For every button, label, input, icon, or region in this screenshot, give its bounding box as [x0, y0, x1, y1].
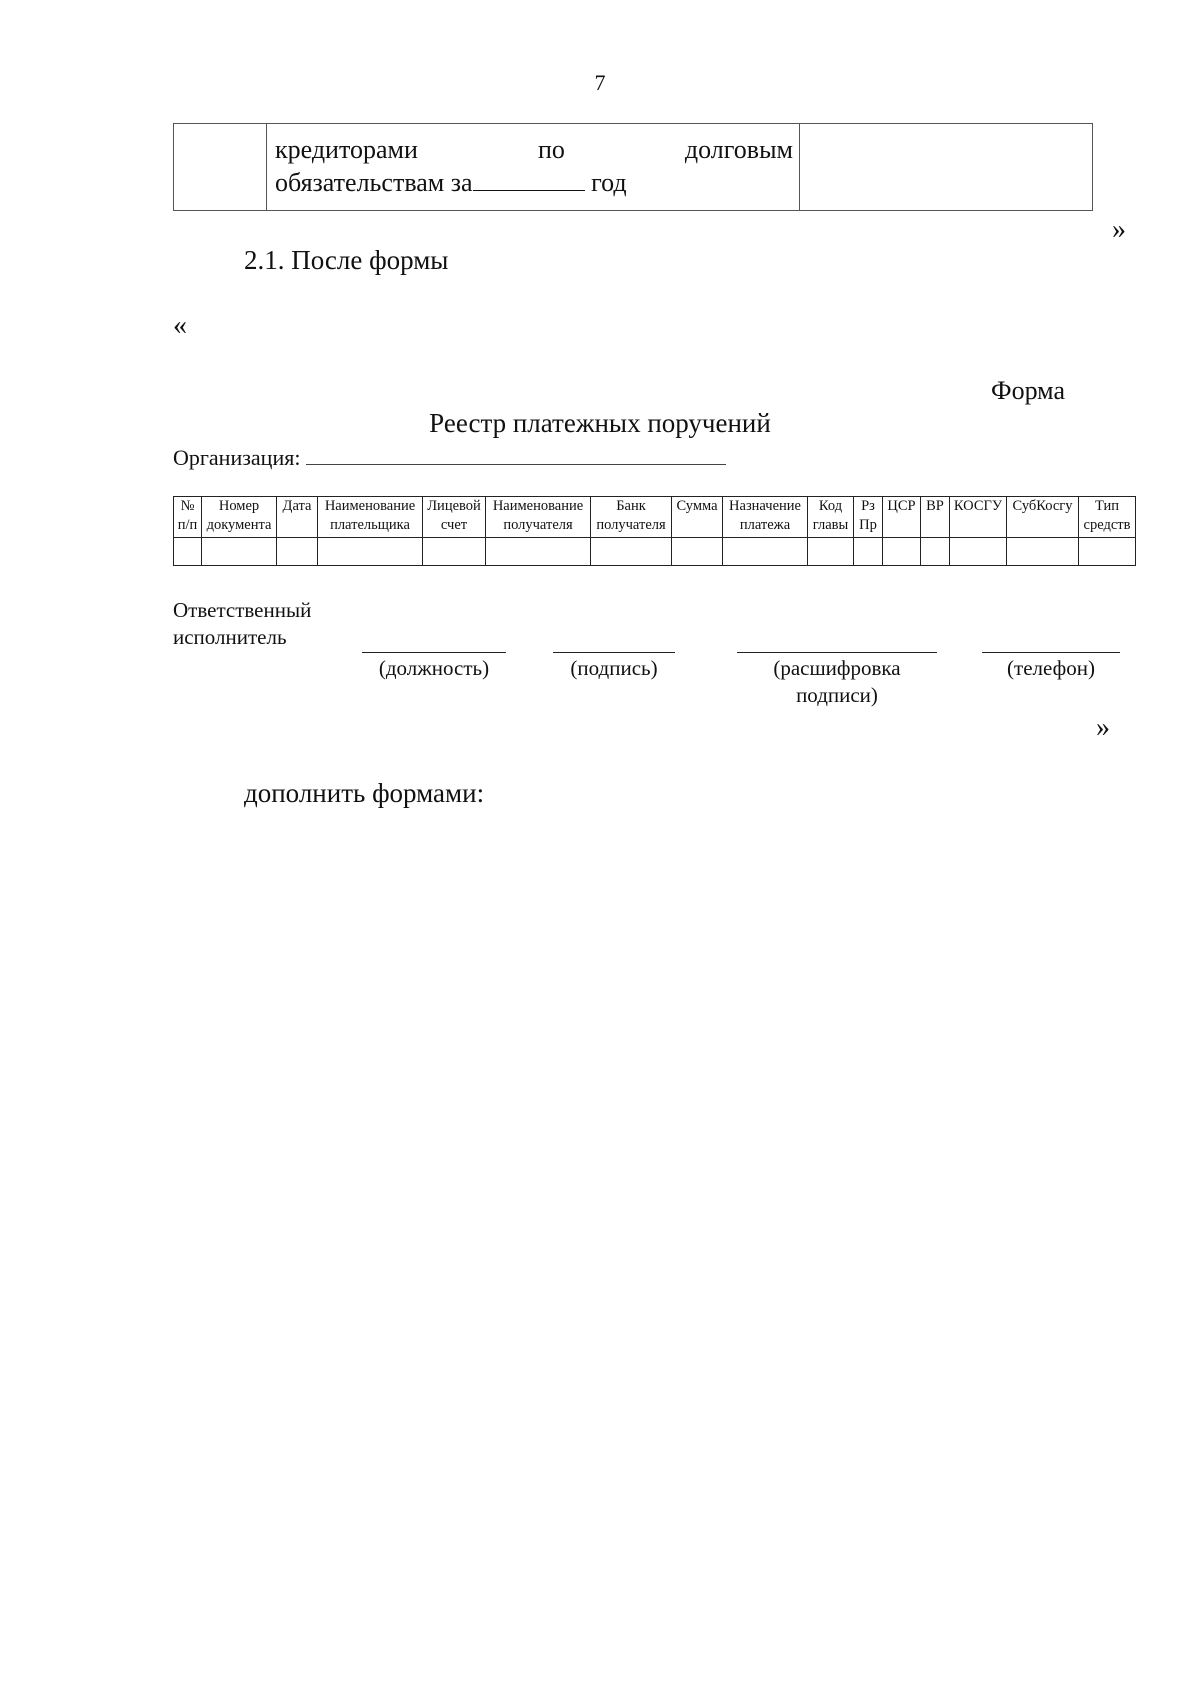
opening-quote: «: [173, 310, 187, 341]
page-number: 7: [594, 70, 606, 95]
col-date: Дата: [277, 497, 318, 538]
continuation-cell-text: [267, 124, 800, 211]
continuation-cell-empty: [174, 124, 267, 211]
phone-line: [982, 652, 1120, 653]
continuation-line-2: [275, 166, 793, 199]
word-po: по: [537, 135, 565, 164]
organization-blank: [306, 442, 726, 465]
phone-caption: (телефон): [1007, 656, 1095, 680]
table-cell: [883, 538, 921, 566]
signature-caption: (подпись): [570, 656, 658, 680]
table-cell: [1079, 538, 1136, 566]
table-cell: [672, 538, 723, 566]
col-recipient: Наименование получателя: [486, 497, 591, 538]
obligations-text: обязательствам за: [275, 168, 473, 197]
responsible-label: Ответственный исполнитель: [173, 598, 312, 649]
col-rz-pr: Рз Пр: [854, 497, 883, 538]
col-kosgu: КОСГУ: [950, 497, 1007, 538]
continuation-cell-right: [800, 124, 1093, 211]
organization-label: Организация:: [173, 445, 301, 470]
col-doc-number: Номер документа: [202, 497, 277, 538]
word-debt: долговым: [684, 135, 793, 164]
registry-empty-row: [174, 538, 1136, 566]
table-cell: [808, 538, 854, 566]
table-cell: [921, 538, 950, 566]
year-text: год: [584, 168, 627, 197]
table-cell: [318, 538, 423, 566]
col-amount: Сумма: [672, 497, 723, 538]
table-cell: [277, 538, 318, 566]
table-cell: [591, 538, 672, 566]
col-fund-type: Тип средств: [1079, 497, 1136, 538]
table-cell: [174, 538, 202, 566]
col-account: Лицевой счет: [423, 497, 486, 538]
table-cell: [486, 538, 591, 566]
col-purpose: Назначение платежа: [723, 497, 808, 538]
registry-header-row: [174, 497, 1136, 538]
year-blank: [473, 166, 585, 191]
form-title: Реестр платежных поручений: [429, 408, 771, 438]
paragraph-2-1: 2.1. После формы: [244, 245, 449, 275]
continuation-line-1: [275, 134, 793, 166]
closing-quote-top: »: [1112, 214, 1126, 245]
table-cell: [723, 538, 808, 566]
table-cell: [950, 538, 1007, 566]
organization-line: [173, 442, 726, 471]
payment-registry-table: [173, 496, 1136, 566]
col-recipient-bank: Банк получателя: [591, 497, 672, 538]
table-cell: [423, 538, 486, 566]
col-vr: ВР: [921, 497, 950, 538]
signature-line: [553, 652, 675, 653]
closing-quote-bottom: »: [1096, 712, 1110, 743]
col-subkosgu: СубКосгу: [1007, 497, 1079, 538]
col-chapter-code: Код главы: [808, 497, 854, 538]
col-csr: ЦСР: [883, 497, 921, 538]
col-payer: Наименование плательщика: [318, 497, 423, 538]
table-cell: [202, 538, 277, 566]
decoding-line: [737, 652, 937, 653]
table-cell: [1007, 538, 1079, 566]
decoding-caption: (расшифровка подписи): [773, 656, 901, 707]
paragraph-supplement: дополнить формами:: [244, 778, 485, 808]
col-number: № п/п: [174, 497, 202, 538]
position-line: [362, 652, 506, 653]
continuation-table: [173, 123, 1093, 211]
form-label: Форма: [991, 376, 1065, 405]
table-cell: [854, 538, 883, 566]
position-caption: (должность): [378, 656, 490, 680]
word-creditors: кредиторами: [275, 135, 418, 164]
